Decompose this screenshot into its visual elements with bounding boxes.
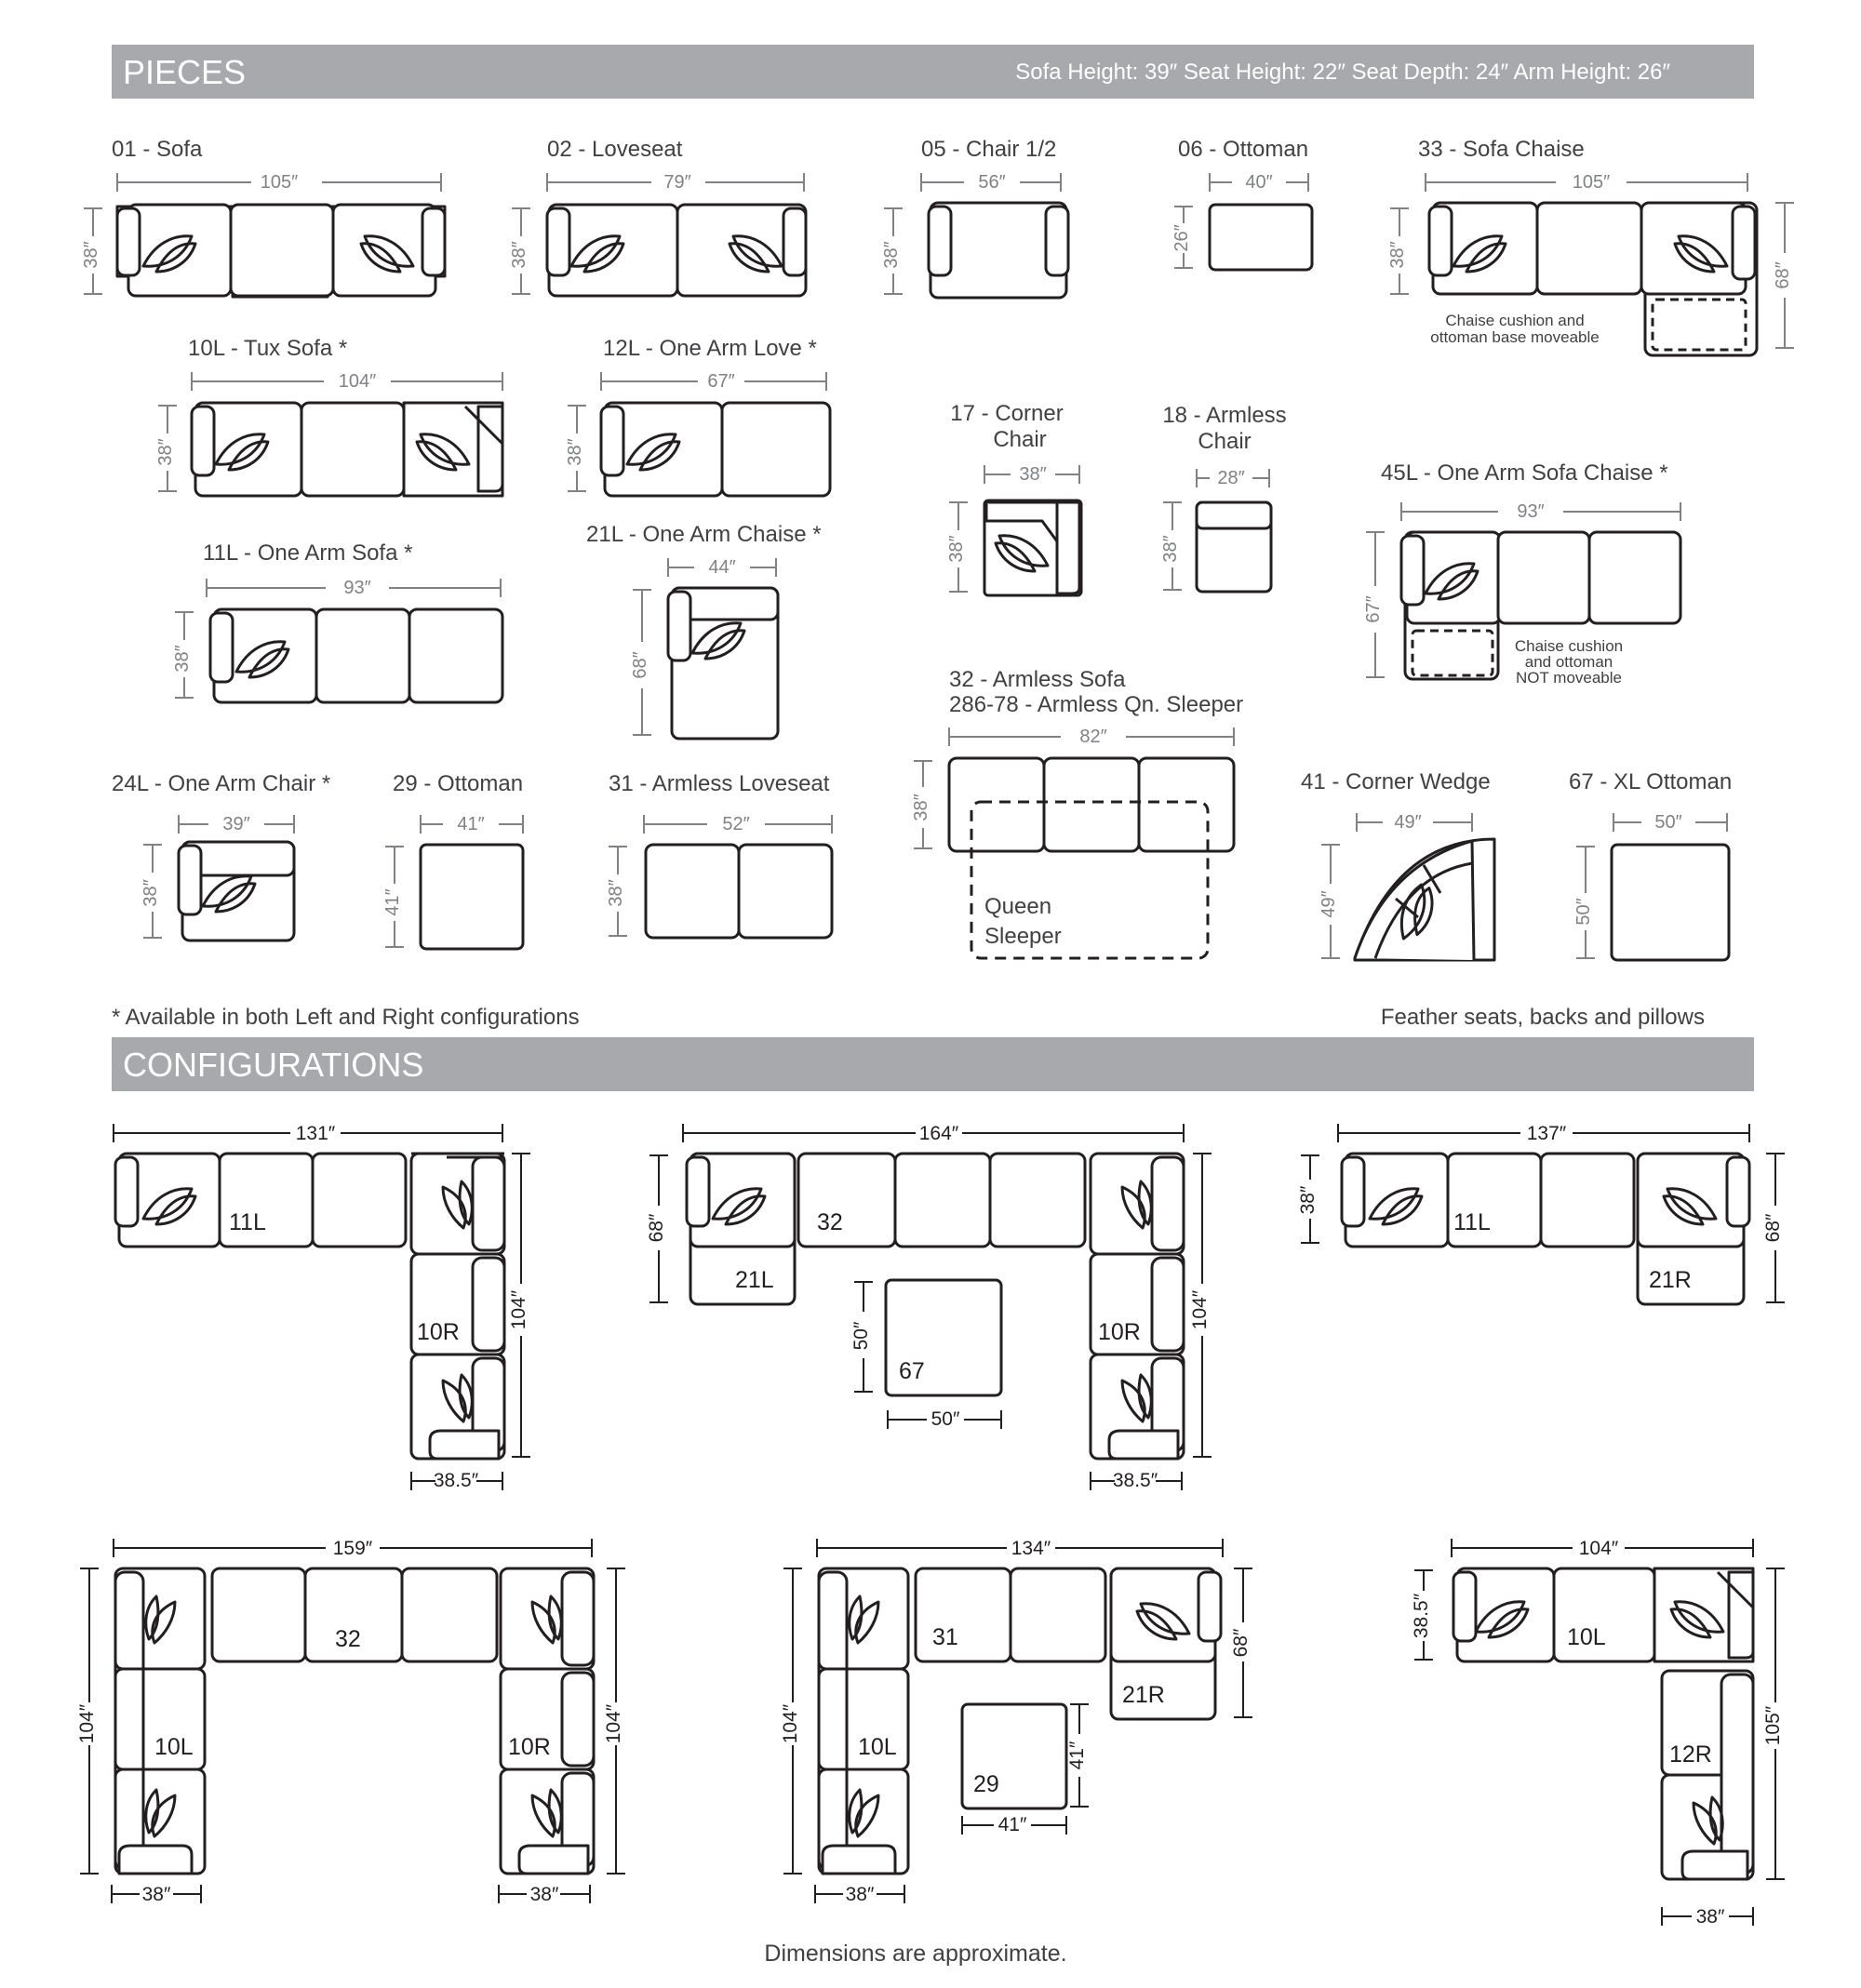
dim-67-depth: 50″ xyxy=(1573,898,1594,926)
dim-21l-width: 44″ xyxy=(708,557,736,578)
c2-arm: 38.5″ xyxy=(1112,1470,1158,1491)
dim-18-width: 28″ xyxy=(1217,468,1245,488)
piece-24l-one-arm-chair-drawing xyxy=(179,842,294,941)
label-01-sofa: 01 - Sofa xyxy=(112,137,203,162)
c5-ott-depth: 41″ xyxy=(1066,1741,1088,1770)
c1-label-11l: 11L xyxy=(229,1209,266,1235)
label-11l-one-arm-sofa: 11L - One Arm Sofa * xyxy=(203,540,413,566)
c5-ott-width: 41″ xyxy=(997,1814,1027,1835)
c1-depth: 104″ xyxy=(508,1289,529,1330)
c5-label-10l: 10L xyxy=(858,1734,897,1760)
c6-arm: 38″ xyxy=(1695,1906,1725,1928)
dim-33-depth: 38″ xyxy=(1387,241,1408,269)
dim-05-depth: 38″ xyxy=(881,241,902,269)
note-45l-line2: and ottoman xyxy=(1524,653,1613,671)
c3-label-21r: 21R xyxy=(1649,1267,1692,1293)
label-17-corner-chair-1: 17 - Corner xyxy=(950,401,1064,426)
piece-67-ottoman-drawing xyxy=(1612,845,1729,960)
piece-21l-one-arm-chaise-drawing xyxy=(668,588,778,739)
c2-left-depth: 68″ xyxy=(646,1213,667,1243)
dim-17-width: 38″ xyxy=(1019,464,1047,485)
pieces-title: PIECES xyxy=(123,53,247,91)
c2-depth: 104″ xyxy=(1189,1289,1211,1330)
piece-06-ottoman-drawing xyxy=(1210,205,1312,270)
label-18-armless-chair-2: Chair xyxy=(1198,429,1252,454)
dim-31-width: 52″ xyxy=(722,814,750,834)
label-queen-sleeper-2: Sleeper xyxy=(984,924,1062,949)
c5-left-depth: 104″ xyxy=(780,1703,801,1744)
dim-33-width: 105″ xyxy=(1572,172,1611,193)
c2-label-21l: 21L xyxy=(735,1267,774,1293)
dim-10l-depth: 38″ xyxy=(155,438,176,466)
dim-01-depth: 38″ xyxy=(81,241,101,269)
dim-67-width: 50″ xyxy=(1654,812,1682,833)
piece-10l-tux-sofa-drawing xyxy=(192,403,502,496)
label-queen-sleeper-1: Queen xyxy=(984,894,1052,919)
label-17-corner-chair-2: Chair xyxy=(993,427,1047,452)
c2-label-10r: 10R xyxy=(1098,1319,1141,1345)
c3-left-depth: 38″ xyxy=(1297,1185,1319,1215)
label-41-corner-wedge: 41 - Corner Wedge xyxy=(1301,769,1491,794)
feather-note: Feather seats, backs and pillows xyxy=(1380,1005,1705,1030)
label-32-armless-sofa: 32 - Armless Sofa xyxy=(949,667,1126,692)
dim-41-width: 49″ xyxy=(1394,812,1422,833)
label-06-ottoman: 06 - Ottoman xyxy=(1178,137,1309,162)
piece-17-corner-chair-drawing xyxy=(984,500,1081,595)
c6-width: 104″ xyxy=(1578,1538,1619,1559)
dim-32-width: 82″ xyxy=(1079,727,1107,747)
label-05-chair: 05 - Chair 1/2 xyxy=(921,137,1057,162)
label-31-armless-loveseat: 31 - Armless Loveseat xyxy=(609,771,830,796)
availability-note: * Available in both Left and Right configurations xyxy=(112,1005,580,1030)
c4-width: 159″ xyxy=(332,1538,373,1559)
label-24l-one-arm-chair: 24L - One Arm Chair * xyxy=(112,771,331,796)
dimension-specs: Sofa Height: 39″ Seat Height: 22″ Seat Depth: 24″ Arm Height: 26″ xyxy=(1015,60,1670,85)
c5-label-21r: 21R xyxy=(1122,1682,1165,1708)
approx-note: Dimensions are approximate. xyxy=(764,1941,1067,1967)
dim-06-width: 40″ xyxy=(1245,172,1273,193)
c1-arm: 38.5″ xyxy=(433,1470,479,1491)
c3-label-11l: 11L xyxy=(1453,1209,1491,1235)
piece-18-armless-chair-drawing xyxy=(1197,502,1271,592)
dim-12l-depth: 38″ xyxy=(565,438,585,466)
c2-ott-width: 50″ xyxy=(930,1408,960,1430)
label-45l-sofa-chaise: 45L - One Arm Sofa Chaise * xyxy=(1381,460,1668,486)
dim-02-width: 79″ xyxy=(663,172,691,193)
dim-32-depth: 38″ xyxy=(911,794,931,821)
c6-left-depth: 38.5″ xyxy=(1411,1593,1432,1639)
c5-label-31: 31 xyxy=(932,1624,958,1650)
piece-12l-one-arm-love-drawing xyxy=(601,403,830,496)
c5-arm: 38″ xyxy=(845,1884,875,1905)
dim-10l-width: 104″ xyxy=(338,371,377,392)
dim-17-depth: 38″ xyxy=(946,535,967,563)
dim-29-depth: 41″ xyxy=(382,888,403,916)
piece-01-sofa-drawing xyxy=(117,205,445,297)
label-67-xl-ottoman: 67 - XL Ottoman xyxy=(1569,769,1733,794)
config-4-drawing xyxy=(115,1568,594,1874)
dim-18-depth: 38″ xyxy=(1160,535,1181,563)
note-45l-line3: NOT moveable xyxy=(1515,669,1623,687)
dim-24l-width: 39″ xyxy=(222,814,250,834)
piece-11l-one-arm-sofa-drawing xyxy=(210,609,502,702)
c1-width: 131″ xyxy=(295,1123,336,1144)
dim-06-depth: 26″ xyxy=(1171,224,1192,252)
dim-29-width: 41″ xyxy=(457,814,485,834)
c2-label-32: 32 xyxy=(817,1209,843,1235)
dim-45l-width: 93″ xyxy=(1517,501,1545,522)
label-29-ottoman: 29 - Ottoman xyxy=(393,771,524,796)
c2-label-67: 67 xyxy=(899,1358,925,1384)
dim-21l-depth: 68″ xyxy=(630,651,650,679)
dim-41-depth: 49″ xyxy=(1319,890,1339,918)
c4-right-arm: 38″ xyxy=(529,1884,559,1905)
c4-left-depth: 104″ xyxy=(76,1703,98,1744)
c3-right-depth: 68″ xyxy=(1762,1213,1784,1243)
dim-33-depth2: 68″ xyxy=(1773,261,1793,289)
c5-label-29: 29 xyxy=(973,1771,999,1797)
label-21l-one-arm-chaise: 21L - One Arm Chaise * xyxy=(586,522,822,547)
note-33-line2: ottoman base moveable xyxy=(1430,328,1600,346)
config-1-drawing xyxy=(115,1154,504,1459)
note-33-line1: Chaise cushion and xyxy=(1445,312,1585,329)
dim-12l-width: 67″ xyxy=(707,371,735,392)
c4-label-32: 32 xyxy=(335,1626,361,1652)
dim-31-depth: 38″ xyxy=(606,879,626,907)
piece-29-ottoman-drawing xyxy=(421,845,523,949)
label-10l-tux-sofa: 10L - Tux Sofa * xyxy=(188,336,348,361)
c2-ott-depth: 50″ xyxy=(850,1321,872,1351)
label-12l-one-arm-love: 12L - One Arm Love * xyxy=(603,336,817,361)
label-02-loveseat: 02 - Loveseat xyxy=(547,137,683,162)
c4-left-arm: 38″ xyxy=(141,1884,171,1905)
dim-02-depth: 38″ xyxy=(509,241,529,269)
note-45l-line1: Chaise cushion xyxy=(1514,637,1624,655)
piece-41-corner-wedge-drawing xyxy=(1355,839,1494,960)
dim-11l-width: 93″ xyxy=(343,578,371,598)
c3-width: 137″ xyxy=(1526,1123,1567,1144)
piece-31-armless-loveseat-drawing xyxy=(646,845,832,938)
piece-02-loveseat-drawing xyxy=(547,205,806,296)
c2-width: 164″ xyxy=(918,1123,959,1144)
c1-label-10r: 10R xyxy=(417,1319,460,1345)
c4-right-depth: 104″ xyxy=(603,1703,624,1744)
c6-label-12r: 12R xyxy=(1669,1741,1712,1768)
label-33-sofa-chaise: 33 - Sofa Chaise xyxy=(1418,137,1585,162)
c6-label-10l: 10L xyxy=(1567,1624,1606,1650)
config-6-drawing xyxy=(1453,1568,1753,1879)
dim-24l-depth: 38″ xyxy=(141,879,161,907)
dim-05-width: 56″ xyxy=(978,172,1006,193)
piece-05-chair-drawing xyxy=(929,203,1068,298)
dim-01-width: 105″ xyxy=(260,172,299,193)
c4-label-10r: 10R xyxy=(508,1734,551,1760)
c4-label-10l: 10L xyxy=(154,1734,194,1760)
dim-45l-depth: 67″ xyxy=(1363,595,1384,623)
c5-width: 134″ xyxy=(1011,1538,1051,1559)
configurations-title: CONFIGURATIONS xyxy=(123,1046,424,1084)
label-18-armless-chair-1: 18 - Armless xyxy=(1162,403,1287,428)
dim-11l-depth: 38″ xyxy=(172,645,193,673)
c6-right-depth: 105″ xyxy=(1762,1705,1784,1746)
label-286-78-sleeper: 286-78 - Armless Qn. Sleeper xyxy=(949,692,1244,717)
c5-right-depth: 68″ xyxy=(1230,1628,1252,1658)
